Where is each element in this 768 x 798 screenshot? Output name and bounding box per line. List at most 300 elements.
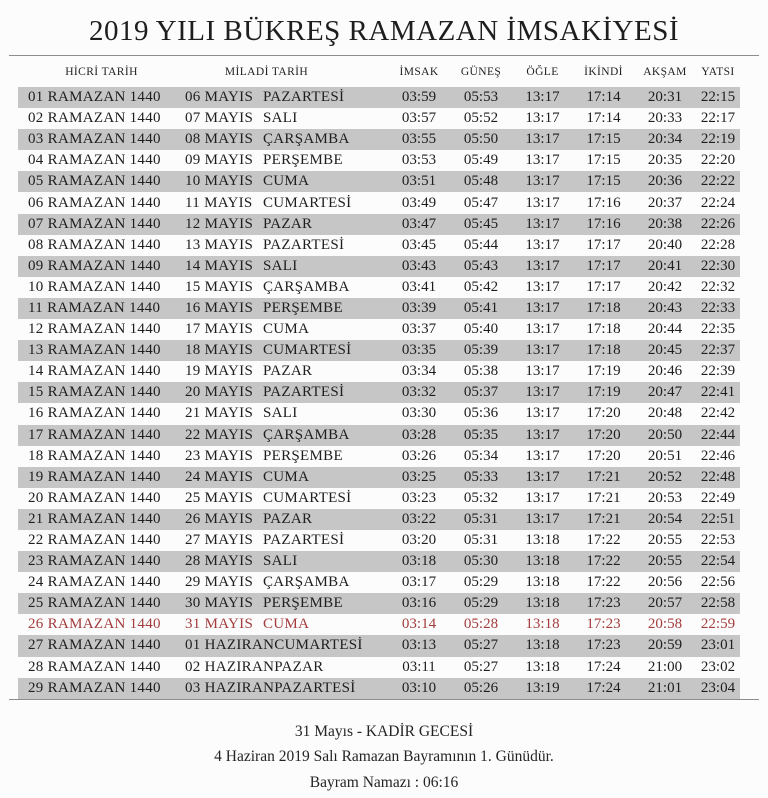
imsak-time-cell: 03:35 — [401, 342, 437, 359]
miladi-date-cell — [185, 427, 388, 444]
table-row — [18, 214, 740, 235]
yatsi-time-cell: 22:20 — [700, 152, 736, 169]
ogle-time-cell: 13:18 — [525, 553, 560, 570]
hicri-date-cell: 21 RAMAZAN 1440 — [28, 510, 161, 527]
aksam-time-cell: 20:43 — [647, 299, 683, 316]
hicri-date-cell: 09 RAMAZAN 1440 — [28, 257, 161, 274]
weekday-name: SALI — [263, 257, 298, 274]
ikindi-time-cell: 17:14 — [586, 89, 621, 106]
hicri-date-cell: 14 RAMAZAN 1440 — [28, 363, 161, 380]
ikindi-time-cell: 17:16 — [586, 194, 621, 211]
miladi-date-cell — [185, 553, 388, 570]
gunes-time-cell: 05:32 — [463, 489, 499, 506]
imsak-time-cell: 03:14 — [401, 616, 437, 633]
yatsi-time-cell: 22:19 — [700, 131, 736, 148]
table-row — [18, 551, 740, 572]
imsak-time-cell: 03:32 — [401, 384, 437, 401]
ogle-time-cell: 13:17 — [525, 173, 560, 190]
weekday-name: SALI — [263, 405, 298, 422]
table-row — [18, 340, 740, 361]
ikindi-time-cell: 17:20 — [586, 426, 621, 443]
gregorian-date: 15 MAYIS — [185, 278, 254, 295]
table-row — [18, 425, 740, 446]
weekday-name: ÇARŞAMBA — [263, 426, 350, 443]
hicri-date-cell: 27 RAMAZAN 1440 — [28, 637, 161, 654]
hicri-date-cell: 11 RAMAZAN 1440 — [28, 299, 161, 316]
imsak-time-cell: 03:20 — [401, 532, 437, 549]
aksam-time-cell: 20:45 — [647, 342, 683, 359]
ogle-time-cell: 13:18 — [525, 532, 560, 549]
miladi-date-cell — [185, 342, 388, 359]
ogle-time-cell: 13:17 — [525, 363, 560, 380]
gregorian-date: 18 MAYIS — [185, 342, 254, 359]
yatsi-time-cell: 23:01 — [700, 637, 736, 654]
ogle-time-cell: 13:17 — [525, 342, 560, 359]
weekday-name: PAZARTESİ — [274, 679, 356, 696]
ikindi-time-cell: 17:22 — [586, 574, 621, 591]
table-body — [0, 87, 768, 699]
ogle-time-cell: 13:18 — [525, 658, 560, 675]
imsak-time-cell: 03:11 — [402, 658, 436, 675]
gunes-time-cell: 05:49 — [463, 152, 499, 169]
aksam-time-cell: 20:56 — [647, 574, 683, 591]
imsak-time-cell: 03:28 — [401, 426, 437, 443]
gregorian-date: 12 MAYIS — [185, 215, 254, 232]
table-row — [18, 635, 740, 656]
yatsi-time-cell: 23:02 — [700, 658, 736, 675]
weekday-name: PAZARTESİ — [263, 532, 345, 549]
table-row — [18, 235, 740, 256]
gunes-time-cell: 05:34 — [463, 447, 499, 464]
miladi-date-cell — [185, 110, 388, 127]
gunes-time-cell: 05:42 — [463, 278, 499, 295]
yatsi-time-cell: 22:49 — [700, 489, 736, 506]
ikindi-time-cell: 17:23 — [586, 616, 621, 633]
aksam-time-cell: 20:47 — [647, 384, 683, 401]
gregorian-date: 19 MAYIS — [185, 363, 254, 380]
miladi-date-cell — [185, 321, 388, 338]
table-row — [18, 614, 740, 635]
hicri-date-cell: 29 RAMAZAN 1440 — [28, 679, 161, 696]
aksam-time-cell: 20:33 — [647, 110, 683, 127]
ogle-time-cell: 13:17 — [525, 236, 560, 253]
ogle-time-cell: 13:17 — [525, 468, 560, 485]
gregorian-date: 28 MAYIS — [185, 553, 254, 570]
ikindi-time-cell: 17:19 — [586, 363, 621, 380]
ikindi-time-cell: 17:15 — [586, 131, 621, 148]
miladi-date-cell — [185, 448, 388, 465]
gregorian-date: 13 MAYIS — [185, 236, 254, 253]
miladi-date-cell — [185, 616, 388, 633]
ikindi-time-cell: 17:23 — [586, 595, 621, 612]
weekday-name: CUMARTESİ — [263, 342, 352, 359]
gunes-time-cell: 05:47 — [463, 194, 499, 211]
gregorian-date: 11 MAYIS — [185, 194, 253, 211]
ikindi-time-cell: 17:18 — [586, 299, 621, 316]
ogle-time-cell: 13:17 — [525, 299, 560, 316]
gunes-time-cell: 05:50 — [463, 131, 499, 148]
yatsi-time-cell: 22:33 — [700, 299, 736, 316]
table-row — [18, 129, 740, 150]
hicri-date-cell: 04 RAMAZAN 1440 — [28, 152, 161, 169]
ogle-time-cell: 13:17 — [525, 384, 560, 401]
aksam-time-cell: 20:57 — [647, 595, 683, 612]
weekday-name: PERŞEMBE — [263, 299, 343, 316]
ogle-time-cell: 13:17 — [525, 131, 560, 148]
gunes-time-cell: 05:27 — [463, 637, 499, 654]
table-row — [18, 572, 740, 593]
aksam-time-cell: 20:44 — [647, 321, 683, 338]
gunes-time-cell: 05:31 — [463, 532, 499, 549]
ikindi-time-cell: 17:22 — [586, 532, 621, 549]
miladi-date-cell — [185, 216, 388, 233]
weekday-name: CUMA — [263, 616, 310, 633]
table-row — [18, 298, 740, 319]
ikindi-time-cell: 17:20 — [586, 405, 621, 422]
yatsi-time-cell: 22:41 — [700, 384, 736, 401]
gunes-time-cell: 05:39 — [463, 342, 499, 359]
gregorian-date: 09 MAYIS — [185, 152, 254, 169]
footer-bayram-namazi-time: Bayram Namazı : 06:16 — [309, 773, 459, 791]
imsak-time-cell: 03:26 — [401, 447, 437, 464]
table-row — [18, 678, 740, 699]
gunes-time-cell: 05:35 — [463, 426, 499, 443]
yatsi-time-cell: 22:17 — [700, 110, 736, 127]
aksam-time-cell: 21:01 — [647, 679, 683, 696]
table-row — [18, 509, 740, 530]
gregorian-date: 20 MAYIS — [185, 384, 254, 401]
gregorian-date: 22 MAYIS — [185, 426, 254, 443]
imsak-time-cell: 03:13 — [401, 637, 437, 654]
weekday-name: ÇARŞAMBA — [263, 278, 350, 295]
yatsi-time-cell: 22:51 — [700, 510, 736, 527]
gregorian-date: 30 MAYIS — [185, 595, 254, 612]
gunes-time-cell: 05:30 — [463, 553, 499, 570]
ikindi-time-cell: 17:21 — [586, 510, 621, 527]
gregorian-date: 07 MAYIS — [185, 110, 254, 127]
table-row — [18, 593, 740, 614]
yatsi-time-cell: 22:59 — [700, 616, 736, 633]
gunes-time-cell: 05:28 — [463, 616, 499, 633]
yatsi-time-cell: 23:04 — [700, 679, 736, 696]
imsak-time-cell: 03:57 — [401, 110, 437, 127]
gregorian-date: 27 MAYIS — [185, 532, 254, 549]
hicri-date-cell: 28 RAMAZAN 1440 — [28, 658, 161, 675]
table-row — [18, 446, 740, 467]
weekday-name: PAZARTESİ — [263, 384, 345, 401]
ikindi-time-cell: 17:17 — [586, 257, 621, 274]
ogle-time-cell: 13:17 — [525, 194, 560, 211]
miladi-date-cell — [185, 637, 388, 654]
imsak-time-cell: 03:17 — [401, 574, 437, 591]
table-row — [18, 530, 740, 551]
ogle-time-cell: 13:17 — [525, 215, 560, 232]
imsak-time-cell: 03:53 — [401, 152, 437, 169]
ogle-time-cell: 13:17 — [525, 447, 560, 464]
yatsi-time-cell: 22:15 — [700, 89, 736, 106]
hicri-date-cell: 16 RAMAZAN 1440 — [28, 405, 161, 422]
column-header-imsak: İMSAK — [399, 65, 439, 78]
gregorian-date: 02 HAZIRAN — [185, 658, 275, 675]
gunes-time-cell: 05:37 — [463, 384, 499, 401]
weekday-name: CUMARTESİ — [263, 489, 352, 506]
hicri-date-cell: 17 RAMAZAN 1440 — [28, 426, 161, 443]
hicri-date-cell: 13 RAMAZAN 1440 — [28, 342, 161, 359]
table-row — [18, 171, 740, 192]
column-header-ikindi: İKİNDİ — [584, 65, 623, 78]
gregorian-date: 21 MAYIS — [185, 405, 254, 422]
imsak-time-cell: 03:34 — [401, 363, 437, 380]
aksam-time-cell: 20:40 — [647, 236, 683, 253]
ikindi-time-cell: 17:15 — [586, 173, 621, 190]
imsak-time-cell: 03:39 — [401, 299, 437, 316]
hicri-date-cell: 18 RAMAZAN 1440 — [28, 447, 161, 464]
hicri-date-cell: 02 RAMAZAN 1440 — [28, 110, 161, 127]
miladi-date-cell — [185, 405, 388, 422]
miladi-date-cell — [185, 680, 388, 697]
ogle-time-cell: 13:17 — [525, 426, 560, 443]
weekday-name: PAZAR — [263, 363, 313, 380]
hicri-date-cell: 10 RAMAZAN 1440 — [28, 278, 161, 295]
table-row — [18, 319, 740, 340]
weekday-name: PERŞEMBE — [263, 152, 343, 169]
hicri-date-cell: 23 RAMAZAN 1440 — [28, 553, 161, 570]
weekday-name: ÇARŞAMBA — [263, 574, 350, 591]
ogle-time-cell: 13:17 — [525, 489, 560, 506]
column-header-ogle: ÖĞLE — [526, 65, 559, 78]
gregorian-date: 29 MAYIS — [185, 574, 254, 591]
miladi-date-cell — [185, 532, 388, 549]
page-title: 2019 YILI BÜKREŞ RAMAZAN İMSAKİYESİ — [89, 15, 679, 47]
gunes-time-cell: 05:40 — [463, 321, 499, 338]
weekday-name: PAZAR — [274, 658, 324, 675]
gregorian-date: 24 MAYIS — [185, 468, 254, 485]
gunes-time-cell: 05:52 — [463, 110, 499, 127]
hicri-date-cell: 25 RAMAZAN 1440 — [28, 595, 161, 612]
aksam-time-cell: 20:37 — [647, 194, 683, 211]
miladi-date-cell — [185, 195, 388, 212]
imsak-time-cell: 03:49 — [401, 194, 437, 211]
yatsi-time-cell: 22:37 — [700, 342, 736, 359]
miladi-date-cell — [185, 300, 388, 317]
yatsi-time-cell: 22:54 — [700, 553, 736, 570]
yatsi-time-cell: 22:44 — [700, 426, 736, 443]
imsak-time-cell: 03:41 — [401, 278, 437, 295]
table-row — [18, 150, 740, 171]
hicri-date-cell: 08 RAMAZAN 1440 — [28, 236, 161, 253]
ikindi-time-cell: 17:18 — [586, 342, 621, 359]
miladi-date-cell — [185, 237, 388, 254]
weekday-name: CUMARTESİ — [263, 194, 352, 211]
miladi-date-cell — [185, 511, 388, 528]
ikindi-time-cell: 17:18 — [586, 321, 621, 338]
aksam-time-cell: 20:55 — [647, 553, 683, 570]
imsak-time-cell: 03:10 — [401, 679, 437, 696]
gregorian-date: 14 MAYIS — [185, 257, 254, 274]
hicri-date-cell: 03 RAMAZAN 1440 — [28, 131, 161, 148]
imsak-time-cell: 03:59 — [401, 89, 437, 106]
hicri-date-cell: 01 RAMAZAN 1440 — [28, 89, 161, 106]
miladi-date-cell — [185, 258, 388, 275]
ikindi-time-cell: 17:14 — [586, 110, 621, 127]
ikindi-time-cell: 17:23 — [586, 637, 621, 654]
footer-kadir-gecesi-note: 31 Mayıs - KADİR GECESİ — [294, 722, 474, 740]
aksam-time-cell: 20:38 — [647, 215, 683, 232]
gregorian-date: 26 MAYIS — [185, 510, 254, 527]
gunes-time-cell: 05:31 — [463, 510, 499, 527]
ogle-time-cell: 13:17 — [525, 405, 560, 422]
table-row — [18, 256, 740, 277]
weekday-name: PAZARTESİ — [263, 236, 345, 253]
ogle-time-cell: 13:17 — [525, 321, 560, 338]
gunes-time-cell: 05:53 — [463, 89, 499, 106]
ogle-time-cell: 13:18 — [525, 637, 560, 654]
miladi-date-cell — [185, 469, 388, 486]
ogle-time-cell: 13:17 — [525, 152, 560, 169]
aksam-time-cell: 20:35 — [647, 152, 683, 169]
hicri-date-cell: 24 RAMAZAN 1440 — [28, 574, 161, 591]
ogle-time-cell: 13:17 — [525, 510, 560, 527]
weekday-name: SALI — [263, 553, 298, 570]
weekday-name: PERŞEMBE — [263, 595, 343, 612]
miladi-date-cell — [185, 574, 388, 591]
table-row — [18, 657, 740, 678]
gregorian-date: 31 MAYIS — [185, 616, 254, 633]
aksam-time-cell: 20:51 — [647, 447, 683, 464]
aksam-time-cell: 20:58 — [647, 616, 683, 633]
table-row — [18, 108, 740, 129]
aksam-time-cell: 20:59 — [647, 637, 683, 654]
weekday-name: CUMARTESİ — [274, 637, 363, 654]
gunes-time-cell: 05:26 — [463, 679, 499, 696]
ogle-time-cell: 13:17 — [525, 89, 560, 106]
gregorian-date: 17 MAYIS — [185, 321, 254, 338]
gunes-time-cell: 05:44 — [463, 236, 499, 253]
ogle-time-cell: 13:18 — [525, 595, 560, 612]
ikindi-time-cell: 17:21 — [586, 468, 621, 485]
hicri-date-cell: 19 RAMAZAN 1440 — [28, 468, 161, 485]
ogle-time-cell: 13:19 — [525, 679, 560, 696]
imsak-time-cell: 03:43 — [401, 257, 437, 274]
hicri-date-cell: 20 RAMAZAN 1440 — [28, 489, 161, 506]
gunes-time-cell: 05:38 — [463, 363, 499, 380]
gunes-time-cell: 05:41 — [463, 299, 499, 316]
aksam-time-cell: 20:31 — [647, 89, 683, 106]
yatsi-time-cell: 22:28 — [700, 236, 736, 253]
imsak-time-cell: 03:30 — [401, 405, 437, 422]
aksam-time-cell: 20:46 — [647, 363, 683, 380]
ikindi-time-cell: 17:15 — [586, 152, 621, 169]
weekday-name: ÇARŞAMBA — [263, 131, 350, 148]
miladi-date-cell — [185, 152, 388, 169]
table-row — [18, 192, 740, 213]
miladi-date-cell — [185, 173, 388, 190]
aksam-time-cell: 20:53 — [647, 489, 683, 506]
ikindi-time-cell: 17:24 — [586, 679, 621, 696]
yatsi-time-cell: 22:58 — [700, 595, 736, 612]
gunes-time-cell: 05:29 — [463, 595, 499, 612]
imsak-time-cell: 03:47 — [401, 215, 437, 232]
miladi-date-cell — [185, 490, 388, 507]
imsak-time-cell: 03:23 — [401, 489, 437, 506]
ikindi-time-cell: 17:21 — [586, 489, 621, 506]
gunes-time-cell: 05:29 — [463, 574, 499, 591]
yatsi-time-cell: 22:24 — [700, 194, 736, 211]
imsak-time-cell: 03:45 — [401, 236, 437, 253]
yatsi-time-cell: 22:26 — [700, 215, 736, 232]
aksam-time-cell: 20:34 — [647, 131, 683, 148]
yatsi-time-cell: 22:42 — [700, 405, 736, 422]
aksam-time-cell: 21:00 — [647, 658, 683, 675]
gregorian-date: 08 MAYIS — [185, 131, 254, 148]
ikindi-time-cell: 17:19 — [586, 384, 621, 401]
table-row — [18, 361, 740, 382]
yatsi-time-cell: 22:46 — [700, 447, 736, 464]
hicri-date-cell: 26 RAMAZAN 1440 — [28, 616, 161, 633]
table-row — [18, 403, 740, 424]
ikindi-time-cell: 17:20 — [586, 447, 621, 464]
yatsi-time-cell: 22:22 — [700, 173, 736, 190]
column-header-aksam: AKŞAM — [643, 65, 687, 78]
gunes-time-cell: 05:43 — [463, 257, 499, 274]
table-row — [18, 277, 740, 298]
weekday-name: PAZAR — [263, 215, 313, 232]
ogle-time-cell: 13:17 — [525, 257, 560, 274]
yatsi-time-cell: 22:48 — [700, 468, 736, 485]
miladi-date-cell — [185, 659, 388, 676]
imsak-time-cell: 03:55 — [401, 131, 437, 148]
weekday-name: SALI — [263, 110, 298, 127]
gregorian-date: 16 MAYIS — [185, 299, 254, 316]
gregorian-date: 10 MAYIS — [185, 173, 254, 190]
miladi-date-cell — [185, 89, 388, 106]
aksam-time-cell: 20:54 — [647, 510, 683, 527]
hicri-date-cell: 12 RAMAZAN 1440 — [28, 321, 161, 338]
weekday-name: PAZARTESİ — [263, 89, 345, 106]
table-header — [18, 56, 740, 87]
imsak-time-cell: 03:18 — [401, 553, 437, 570]
gregorian-date: 06 MAYIS — [185, 89, 254, 106]
ogle-time-cell: 13:17 — [525, 110, 560, 127]
table-row — [18, 488, 740, 509]
footer-bayram-day-note: 4 Haziran 2019 Salı Ramazan Bayramının 1. Günüdür. — [214, 748, 554, 766]
miladi-date-cell — [185, 131, 388, 148]
column-header-hicri-tarih: HİCRİ TARİH — [65, 65, 138, 78]
hicri-date-cell: 22 RAMAZAN 1440 — [28, 532, 161, 549]
gunes-time-cell: 05:48 — [463, 173, 499, 190]
imsak-time-cell: 03:51 — [401, 173, 437, 190]
yatsi-time-cell: 22:56 — [700, 574, 736, 591]
yatsi-time-cell: 22:53 — [700, 532, 736, 549]
gregorian-date: 23 MAYIS — [185, 447, 254, 464]
aksam-time-cell: 20:41 — [647, 257, 683, 274]
yatsi-time-cell: 22:35 — [700, 321, 736, 338]
miladi-date-cell — [185, 363, 388, 380]
table-bottom-divider — [9, 699, 759, 700]
gunes-time-cell: 05:45 — [463, 215, 499, 232]
aksam-time-cell: 20:36 — [647, 173, 683, 190]
weekday-name: CUMA — [263, 173, 310, 190]
aksam-time-cell: 20:48 — [647, 405, 683, 422]
footer-notes — [0, 719, 768, 796]
gregorian-date: 03 HAZIRAN — [185, 679, 275, 696]
ikindi-time-cell: 17:17 — [586, 278, 621, 295]
imsak-time-cell: 03:25 — [401, 468, 437, 485]
yatsi-time-cell: 22:32 — [700, 278, 736, 295]
aksam-time-cell: 20:52 — [647, 468, 683, 485]
weekday-name: CUMA — [263, 468, 310, 485]
column-header-miladi-tarih: MİLADİ TARİH — [224, 65, 309, 78]
